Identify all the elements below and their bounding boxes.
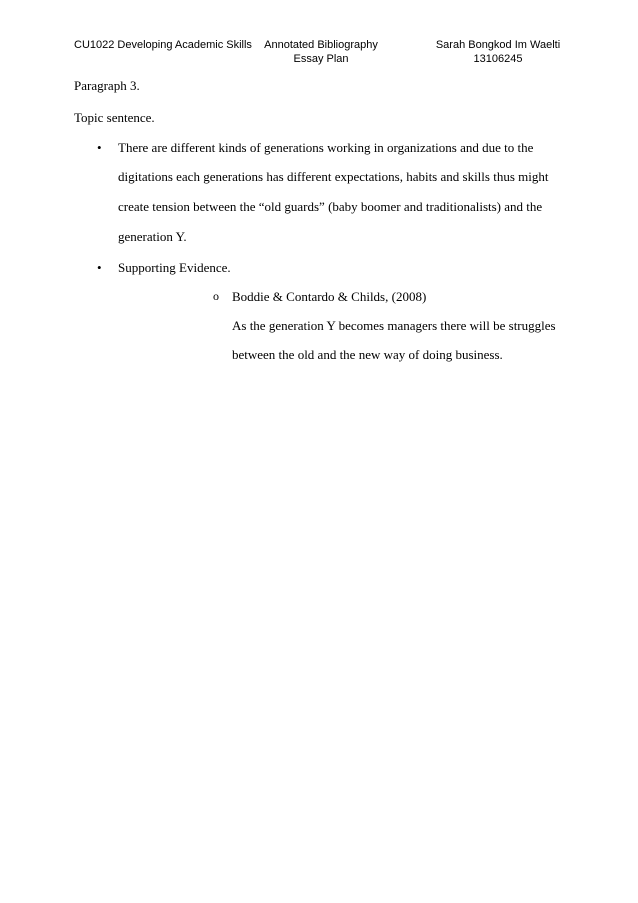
bullet-icon: • [97,260,102,275]
header-doc-type-line-1: Annotated Bibliography [264,39,378,51]
page-header [74,38,568,68]
topic-line: generation Y. [118,229,187,244]
evidence-line: As the generation Y becomes managers there will be struggles [232,318,556,333]
topic-line: create tension between the “old guards” (baby boomer and traditionalists) and the [118,199,543,214]
header-author [428,38,568,66]
topic-line: digitations each generations has different expectations, habits and skills thus might [118,169,549,184]
bullet-icon: • [97,140,102,155]
header-course: CU1022 Developing Academic Skills [74,39,252,51]
supporting-evidence-label: Supporting Evidence. [118,260,231,275]
topic-sentence-heading: Topic sentence. [74,110,155,125]
header-author-id: 13106245 [473,53,523,65]
header-document-type [260,38,382,66]
evidence-line: between the old and the new way of doing business. [232,347,503,362]
paragraph-heading: Paragraph 3. [74,78,140,93]
topic-line: There are different kinds of generations working in organizations and due to the [118,140,534,155]
sub-bullet-icon: o [213,289,219,303]
header-author-name: Sarah Bongkod Im Waelti [435,39,561,51]
header-doc-type-line-2: Essay Plan [293,53,349,65]
citation-text: Boddie & Contardo & Childs, (2008) [232,289,427,304]
